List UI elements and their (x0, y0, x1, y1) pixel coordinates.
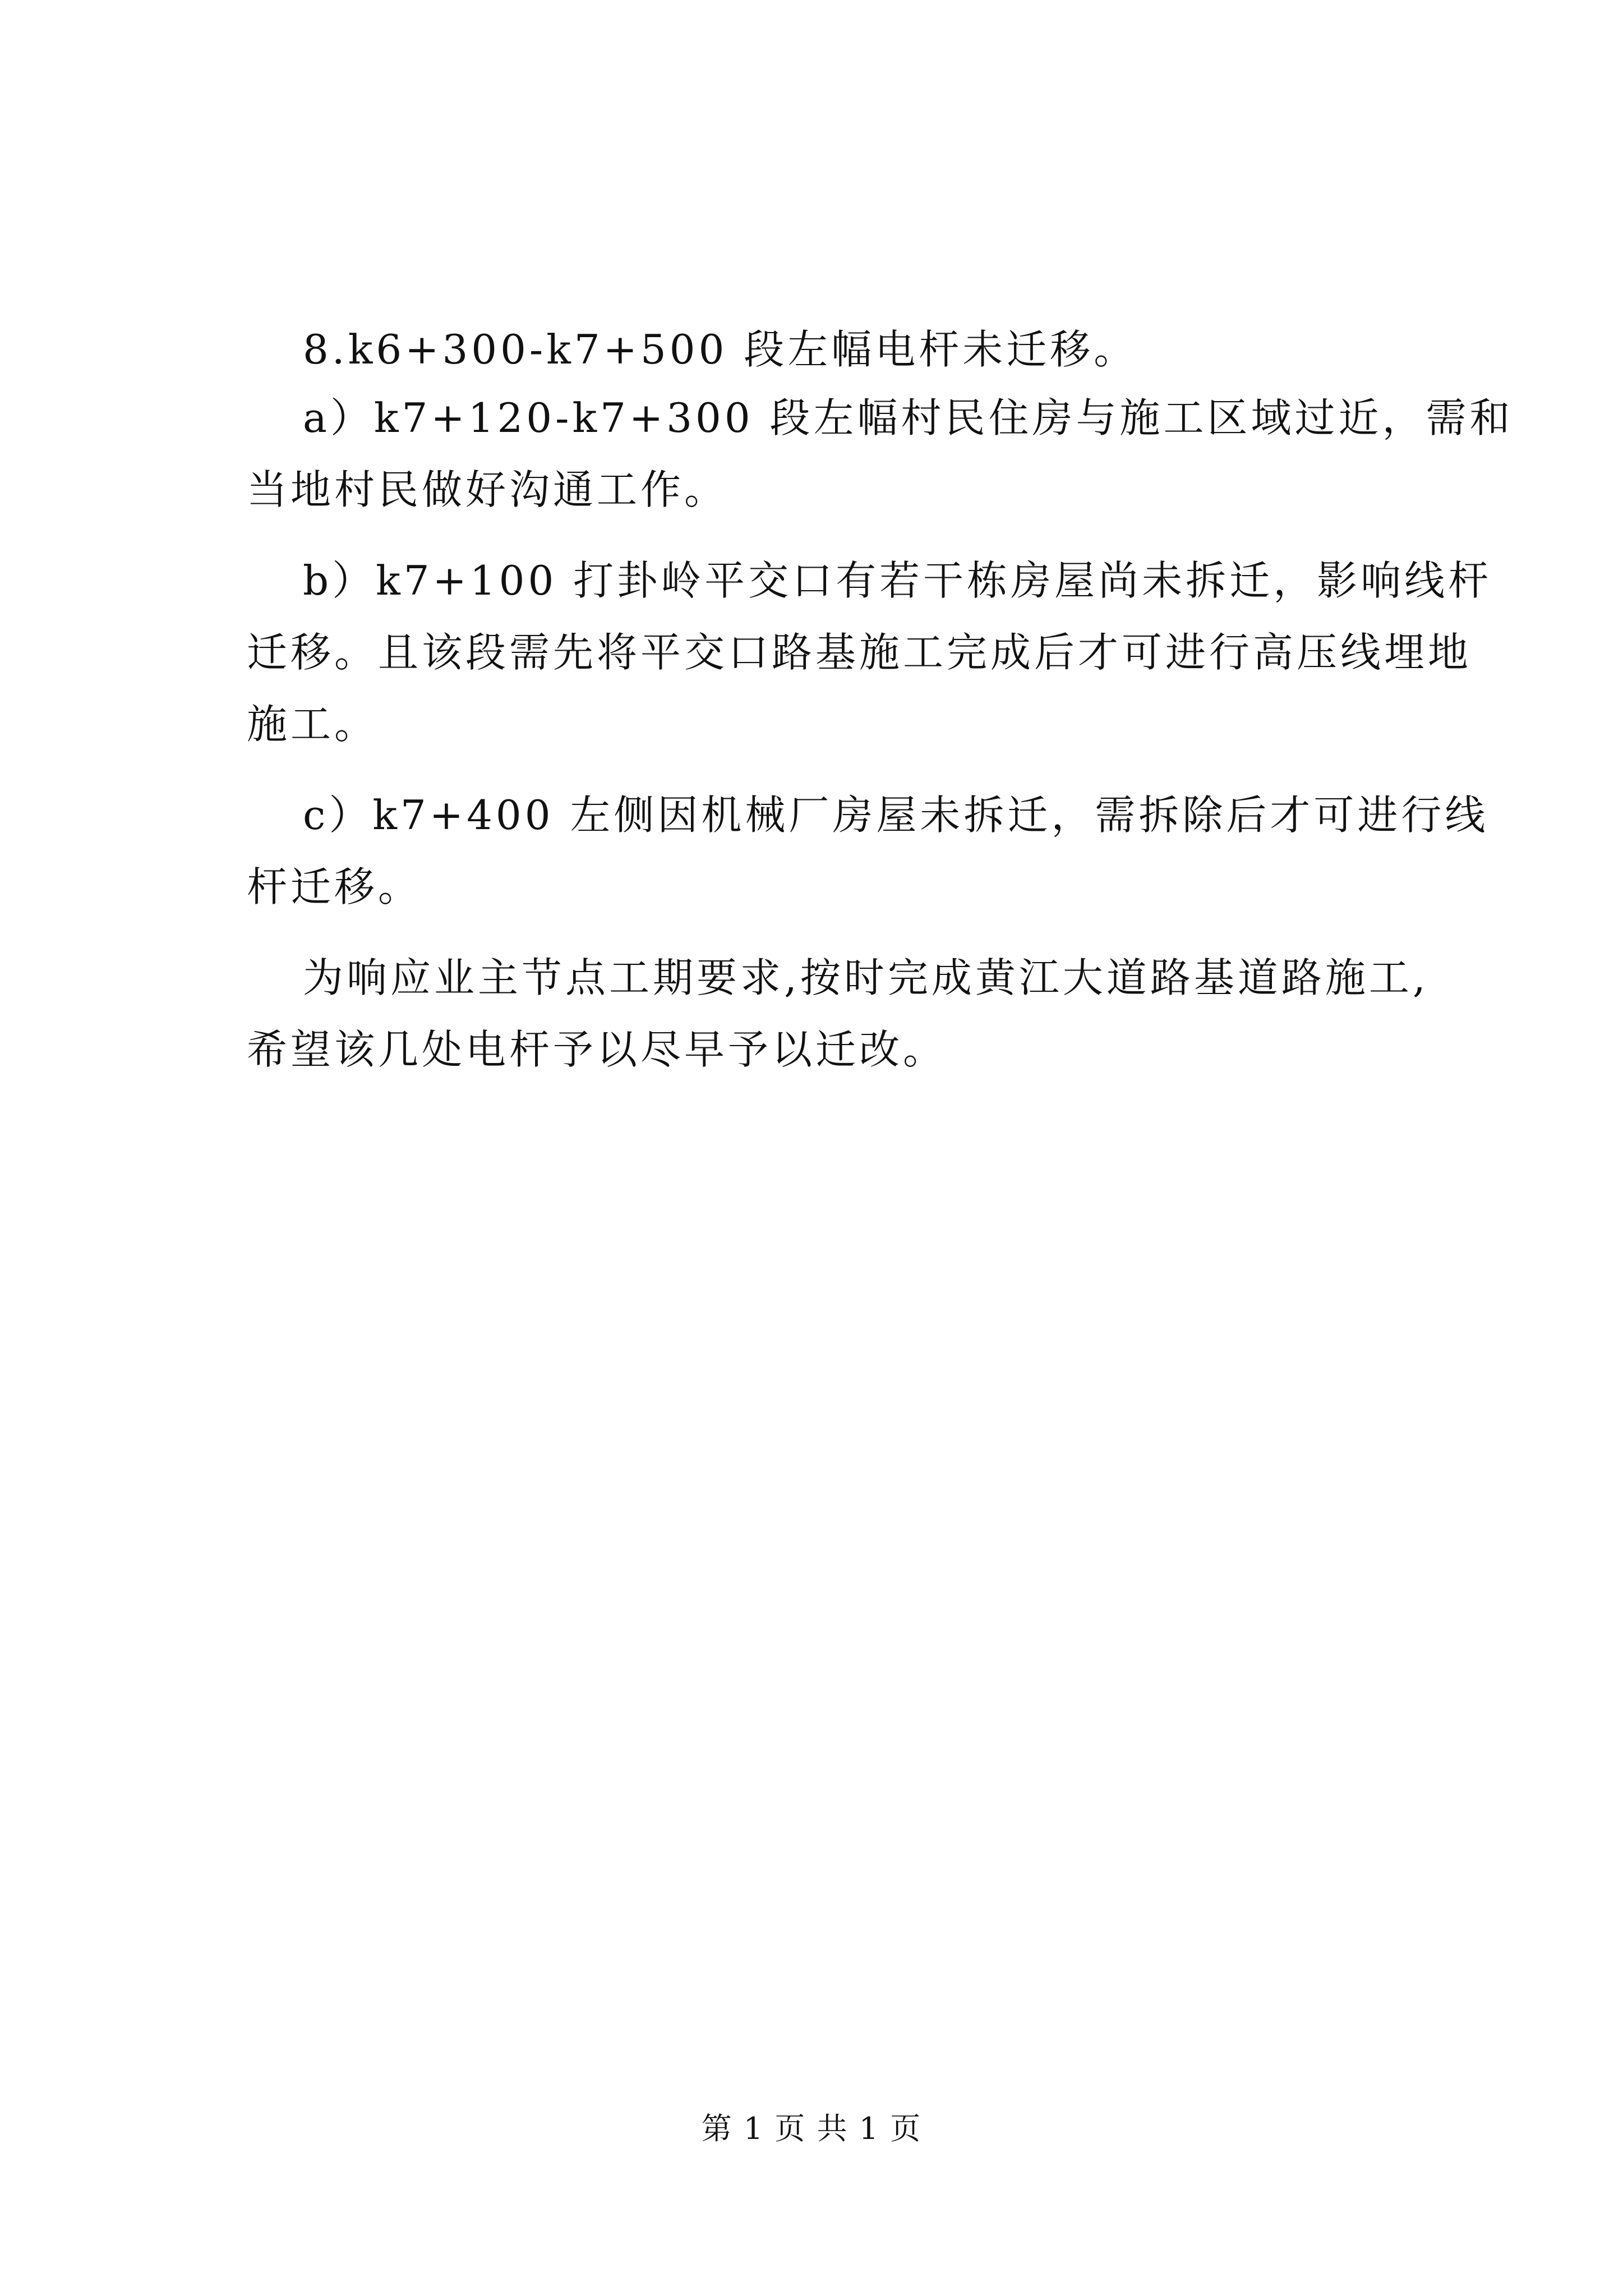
paragraph-5-line-2: 希望该几处电杆予以尽早予以迁改。 (247, 1026, 947, 1073)
paragraph-4-line-1: c）k7+400 左侧因机械厂房屋未拆迁，需拆除后才可进行线 (303, 792, 1489, 839)
paragraph-2-line-2: 当地村民做好沟通工作。 (247, 466, 728, 513)
paragraph-3-line-2: 迁移。且该段需先将平交口路基施工完成后才可进行高压线埋地 (247, 629, 1472, 676)
paragraph-2-line-1: a）k7+120-k7+300 段左幅村民住房与施工区域过近，需和 (303, 394, 1514, 441)
paragraph-1-line-1: 8.k6+300-k7+500 段左幅电杆未迁移。 (303, 326, 1138, 373)
page-number-footer: 第 1 页 共 1 页 (701, 2111, 922, 2146)
paragraph-3-line-3: 施工。 (247, 701, 379, 748)
paragraph-5-line-1: 为响应业主节点工期要求,按时完成黄江大道路基道路施工, (303, 954, 1429, 1001)
paragraph-4-line-2: 杆迁移。 (247, 863, 422, 910)
paragraph-3-line-1: b）k7+100 打卦岭平交口有若干栋房屋尚未拆迁，影响线杆 (303, 557, 1492, 604)
